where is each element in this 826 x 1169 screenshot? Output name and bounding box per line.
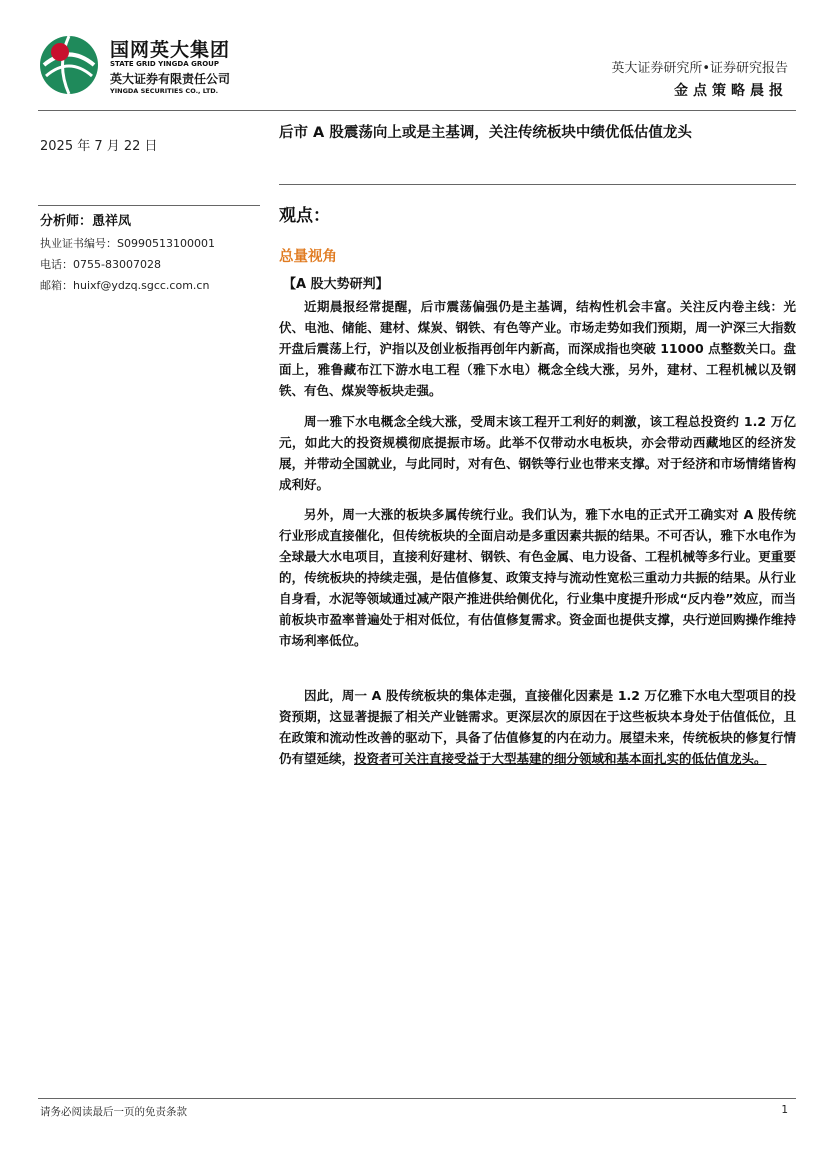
viewpoint-heading: 观点： — [279, 206, 330, 226]
logo-group-name-en: STATE GRID YINGDA GROUP — [110, 60, 219, 68]
page-number: 1 — [781, 1104, 788, 1116]
company-logo — [38, 32, 258, 96]
analyst-phone: 电话：0755-83007028 — [40, 258, 161, 271]
logo-company-name: 英大证券有限责任公司 — [110, 72, 231, 86]
institute-label: 英大证券研究所•证券研究报告 — [611, 61, 788, 76]
logo-company-name-en: YINGDA SECURITIES CO., LTD. — [110, 87, 219, 95]
report-series: 金点策略晨报 — [674, 83, 788, 99]
analyst-cert: 执业证书编号：S0990513100001 — [40, 237, 215, 250]
footer-disclaimer: 请务必阅读最后一页的免责条款 — [40, 1106, 187, 1118]
logo-group-name: 国网英大集团 — [110, 39, 231, 61]
analyst-name: 分析师：恿祥凤 — [40, 214, 132, 229]
analyst-divider — [38, 205, 260, 206]
paragraph-4 — [279, 685, 796, 769]
paragraph-3: 另外，周一大涨的板块多属传统行业。我们认为，雅下水电的正式开工确实对 A 股传统行业形成直接催化，但传统板块的全面启动是多重因素共振的结果。不可否认，雅下水电作为全球最大水电项目，直接利好建材、钢铁、有色金属、电力设备、工程机械等多行业。更重要的，传统板块的持续走强，是估值修复、政策支持与流动性宽松三重动力共振的结果。从行业自身看，水泥等领域通过减产限产推进供给侧优化，行业集中度提升形成“反内卷”效应，而当前板块市盈率普遍处于相对低位，有估值修复需求。资金面也提供支撑，央行逆回购操作维持市场利率低位。 — [279, 507, 796, 648]
paragraph-4-highlight: 投资者可关注直接受益于大型基建的细分领域和基本面扎实的低估值龙头。 — [354, 751, 767, 766]
paragraph-1: 近期晨报经常提醒，后市震荡偏强仍是主基调，结构性机会丰富。关注反内卷主线：光伏、电池、储能、建材、煤炭、钢铁、有色等产业。市场走势如我们预期，周一沪深三大指数开盘后震荡上行，沪指以及创业板指再创年内新高，而深成指也突破 11000 点整数关口。盘面上，雅鲁藏布江下游水电工程（雅下水电）概念全线大涨，另外，建材、工程机械以及钢铁、有色、煤炭等板块走强。 — [279, 299, 796, 398]
section-heading: 总量视角 — [279, 249, 337, 265]
report-date: 2025 年 7 月 22 日 — [40, 139, 158, 154]
title-divider — [279, 184, 796, 185]
analyst-email: 邮箱：huixf@ydzq.sgcc.com.cn — [40, 279, 210, 292]
globe-logo-icon — [38, 34, 100, 96]
subsection-heading: 【A 股大势研判】 — [283, 277, 389, 292]
paragraph-2: 周一雅下水电概念全线大涨，受周末该工程开工利好的刺激，该工程总投资约 1.2 万亿元，如此大的投资规模彻底提振市场。此举不仅带动水电板块，亦会带动西藏地区的经济发展，并带动全国就业，与此同时，对有色、钢铁等行业也带来支撑。对于经济和市场情绪皆构成利好。 — [279, 414, 796, 492]
footer-divider — [38, 1098, 796, 1099]
paragraph-4-text: 因此，周一 A 股传统板块的集体走强，直接催化因素是 1.2 万亿雅下水电大型项目的投资预期，这显著提振了相关产业链需求。更深层次的原因在于这些板块本身处于估值低位，且在政策和流动性改善的驱动下，具备了估值修复的内在动力。展望未来，传统板块的修复行情仍有望延续， — [279, 688, 796, 766]
header-divider — [38, 110, 796, 111]
report-title: 后市 A 股震荡向上或是主基调，关注传统板块中绩优低估值龙头 — [279, 125, 692, 141]
